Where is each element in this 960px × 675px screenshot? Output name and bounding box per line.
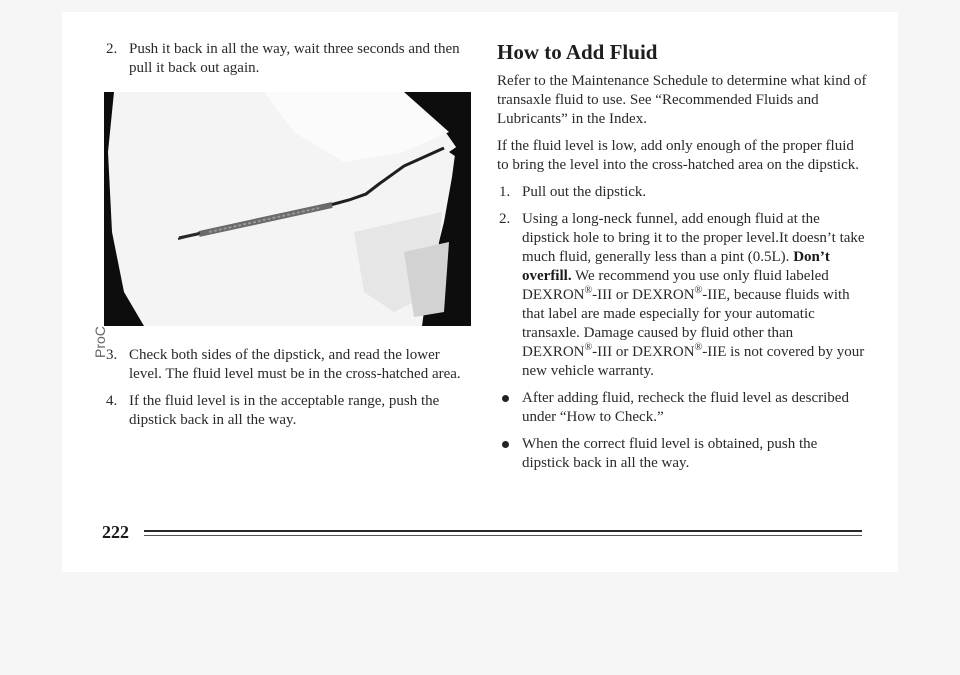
step-text: If the fluid level is in the acceptable range, push the dipstick back in all the way.: [129, 393, 440, 428]
step-2-left: [104, 40, 464, 78]
step-text: Push it back in all the way, wait three seconds and then pull it back out again.: [129, 41, 460, 76]
registered-mark: ®: [694, 342, 703, 353]
step-number: 1.: [499, 184, 511, 200]
step-text-a: We recommend you use only fluid labeled DEXRON: [522, 268, 829, 303]
left-column-lower: [104, 346, 464, 430]
section-heading: How to Add Fluid: [497, 40, 658, 64]
bullet-icon: [502, 441, 509, 448]
bullet-text: After adding fluid, recheck the fluid level as described under “How to Check.”: [522, 390, 849, 425]
dipstick-illustration: [104, 92, 471, 326]
registered-mark: ®: [584, 342, 593, 353]
step-text: Pull out the dipstick.: [522, 184, 647, 200]
warning-text: Don’t overfill.: [522, 249, 830, 284]
paragraph-2: If the fluid level is low, add only enough of the proper fluid to bring the level into the cross-hatched area on the dipstick.: [497, 138, 859, 173]
bullet-icon: [502, 395, 509, 402]
page-footer: [102, 522, 862, 542]
step-text: Using a long-neck funnel, add enough fluid at the dipstick hole to bring it to the proper level.It doesn’t take much fluid, generally less than a pint (0.5L).: [522, 211, 865, 265]
watermark-text: ProC: [92, 326, 108, 358]
paragraph-1: Refer to the Maintenance Schedule to determine what kind of transaxle fluid to use. See “Recommended Fluids and Lubricants” in the Index.: [497, 73, 867, 127]
bullet-item-1: [497, 389, 867, 427]
registered-mark: ®: [694, 285, 703, 296]
left-column: [104, 40, 464, 78]
step-text-b: -III or DEXRON: [592, 287, 695, 303]
step-text-c: -IIE, because fluids with that label are made especially for your automatic transaxle. Damage caused by fluid other than DEXRON: [522, 287, 850, 360]
registered-mark: ®: [584, 285, 593, 296]
step-3-left: [104, 346, 464, 384]
step-number: 2.: [499, 211, 511, 227]
step-4-left: [104, 392, 464, 430]
page-number: 222: [102, 522, 129, 542]
step-1-right: [497, 183, 867, 202]
dipstick-drawing: [104, 92, 471, 326]
step-number: 2.: [106, 41, 118, 57]
bullet-text: When the correct fluid level is obtained, push the dipstick back in all the way.: [522, 436, 818, 471]
step-number: 4.: [106, 393, 118, 409]
step-2-right: [497, 210, 867, 381]
step-text-e: -IIE is not covered by your new vehicle warranty.: [522, 344, 865, 379]
right-column: [497, 40, 867, 473]
footer-rule-thin: [144, 535, 862, 536]
footer-rule: [144, 530, 862, 532]
step-text-d: -III or DEXRON: [592, 344, 695, 360]
bullet-item-2: [497, 435, 867, 473]
watermark-mark: [80, 298, 108, 358]
step-text: Check both sides of the dipstick, and read the lower level. The fluid level must be in the cross-hatched area.: [129, 347, 461, 382]
step-number: 3.: [106, 347, 118, 363]
